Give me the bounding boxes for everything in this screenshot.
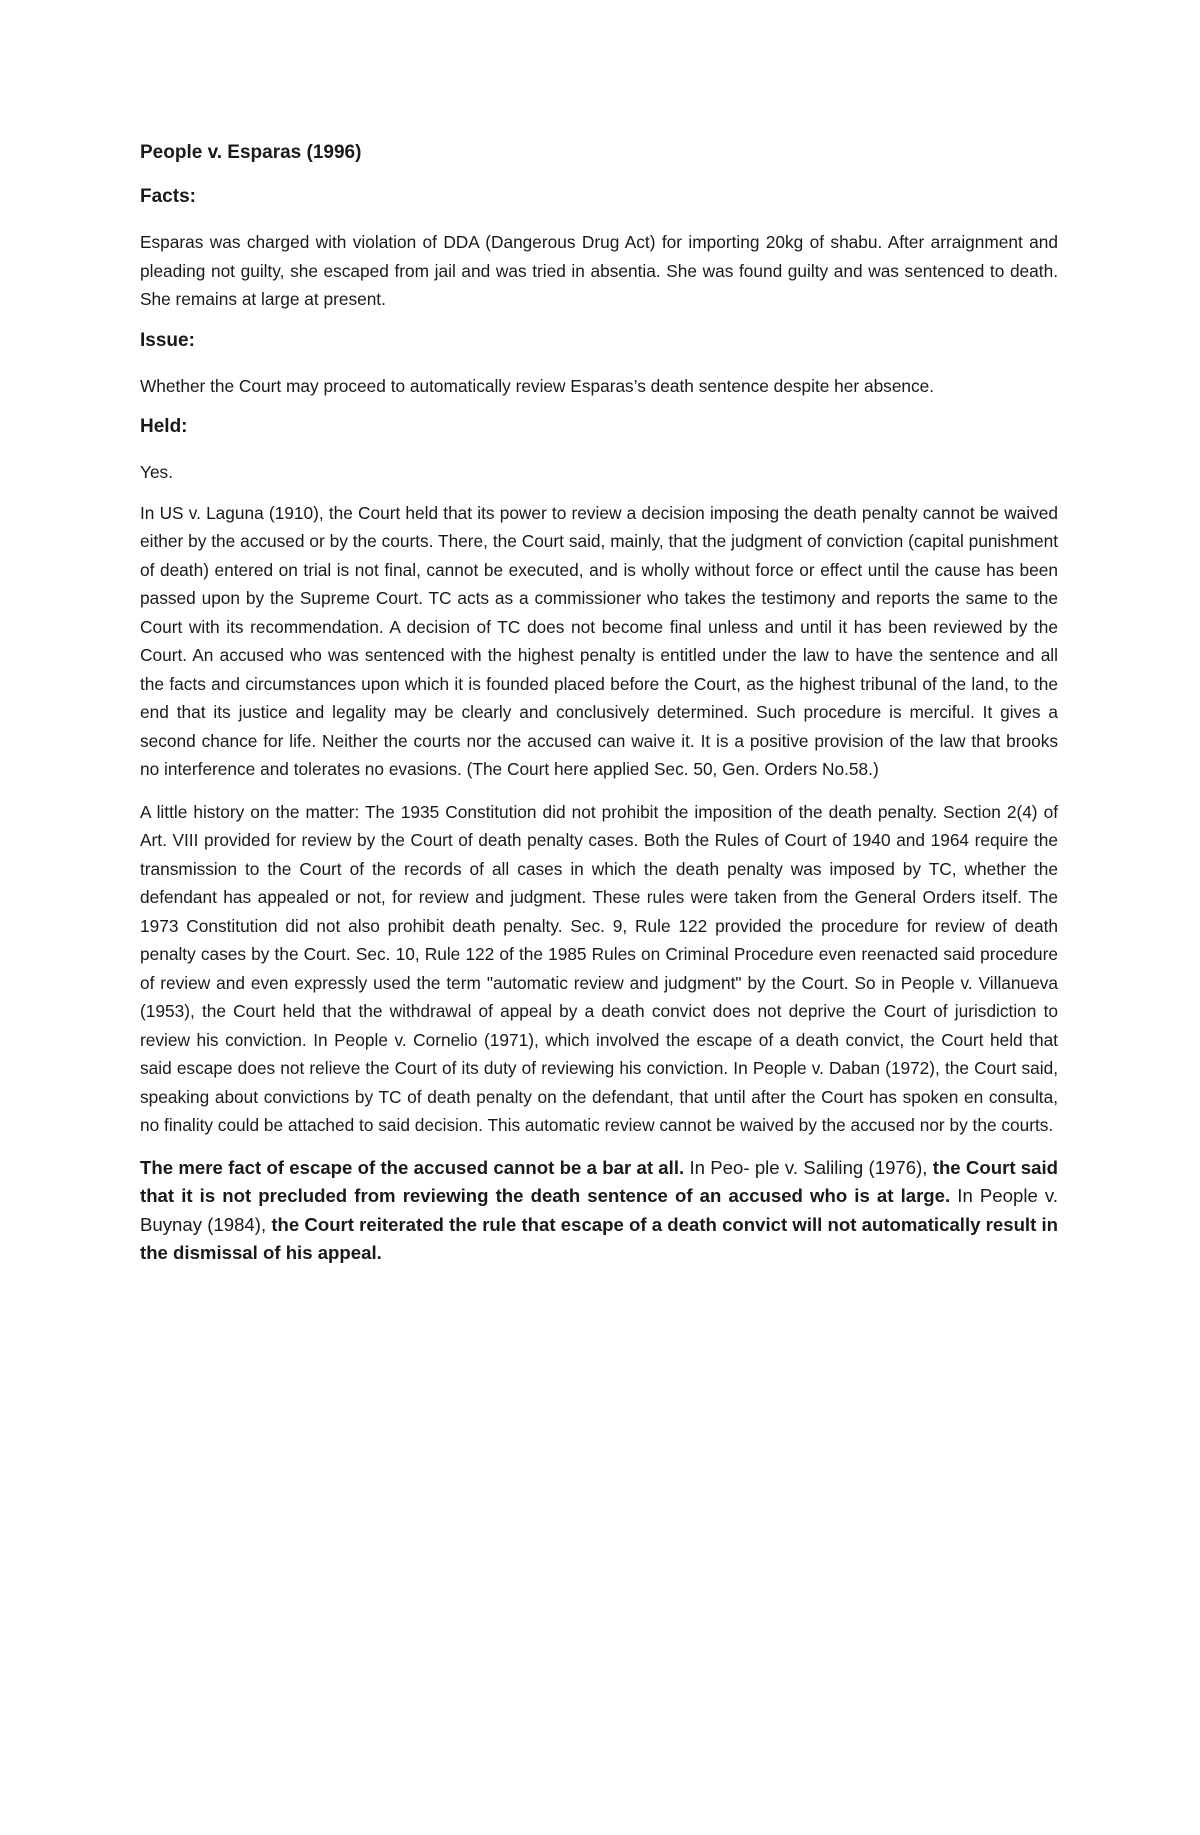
facts-paragraph: Esparas was charged with violation of DDA (Dangerous Drug Act) for importing 20kg of shabu. After arraignment and pleading not guilty, she escaped from jail and was tried in absentia. She was found guilty and was sentenced to death. She remains at large at present.	[140, 232, 1058, 309]
held-answer: Yes.	[140, 462, 173, 482]
conclusion-text-2: In People v. Buynay (1984),	[140, 1185, 1058, 1235]
held-paragraph-laguna: In US v. Laguna (1910), the Court held that its power to review a decision imposing the death penalty cannot be waived either by the accused or by the courts. There, the Court said, mainly, that the judgment of conviction (capital punishment of death) entered on trial is not final, cannot be executed, and is wholly without force or effect until the cause has been passed upon by the Supreme Court. TC acts as a commissioner who takes the testimony and reports the same to the Court with its recommendation. A decision of TC does not become final unless and until it has been reviewed by the Court. An accused who was sentenced with the highest penalty is entitled under the law to have the sentence and all the facts and circumstances upon which it is founded placed before the Court, as the highest tribunal of the land, to the end that its justice and legality may be clearly and conclusively determined. Such procedure is merciful. It gives a second chance for life. Neither the courts nor the accused can waive it. It is a positive provision of the law that brooks no interference and tolerates no evasions. (The Court here applied Sec. 50, Gen. Orders No.58.)	[140, 502, 1058, 779]
held-paragraph-history: A little history on the matter: The 1935 Constitution did not prohibit the imposition of the death penalty. Section 2(4) of Art. VIII provided for review by the Court of death penalty cases. Both the Rules of Court of 1940 and 1964 require the transmission to the Court of the records of all cases in which the death penalty was imposed by TC, whether the defendant has appealed or not, for review and judgment. These rules were taken from the General Orders itself. The 1973 Constitution did not also prohibit death penalty. Sec. 9, Rule 122 provided the procedure for review of death penalty cases by the Court. Sec. 10, Rule 122 of the 1985 Rules on Criminal Procedure even reenacted said procedure of review and even expressly used the term "automatic review and judgment" by the Court. So in People v. Villanueva (1953), the Court held that the withdrawal of appeal by a death convict does not deprive the Court of jurisdiction to review his conviction. In People v. Cornelio (1971), which involved the escape of a death convict, the Court held that said escape does not relieve the Court of its duty of reviewing his conviction. In People v. Daban (1972), the Court said, speaking about convictions by TC of death penalty on the defendant, that until after the Court has spoken en consulta, no finality could be attached to said decision. This automatic review cannot be waived by the accused nor by the courts.	[140, 801, 1058, 1135]
document-body	[140, 140, 1058, 1268]
conclusion-text-1: In Peo- ple v. Saliling (1976),	[684, 1156, 933, 1178]
facts-heading: Facts:	[140, 186, 196, 207]
issue-paragraph: Whether the Court may proceed to automatically review Esparas’s death sentence despite her absence.	[140, 375, 935, 396]
conclusion-bold-2: the Court said that it is not precluded from reviewing the death sentence of an accused who is at large.	[140, 1156, 1059, 1206]
conclusion-bold-3: the Court reiterated the rule that escape of a death convict will not automatically result in the dismissal of his appeal.	[140, 1213, 1058, 1263]
conclusion-bold-1: The mere fact of escape of the accused cannot be a bar at all.	[140, 1156, 685, 1178]
issue-heading: Issue:	[140, 329, 195, 351]
case-title: People v. Esparas (1996)	[140, 142, 362, 163]
held-paragraph-conclusion	[140, 1154, 1058, 1268]
held-heading: Held:	[140, 416, 188, 437]
